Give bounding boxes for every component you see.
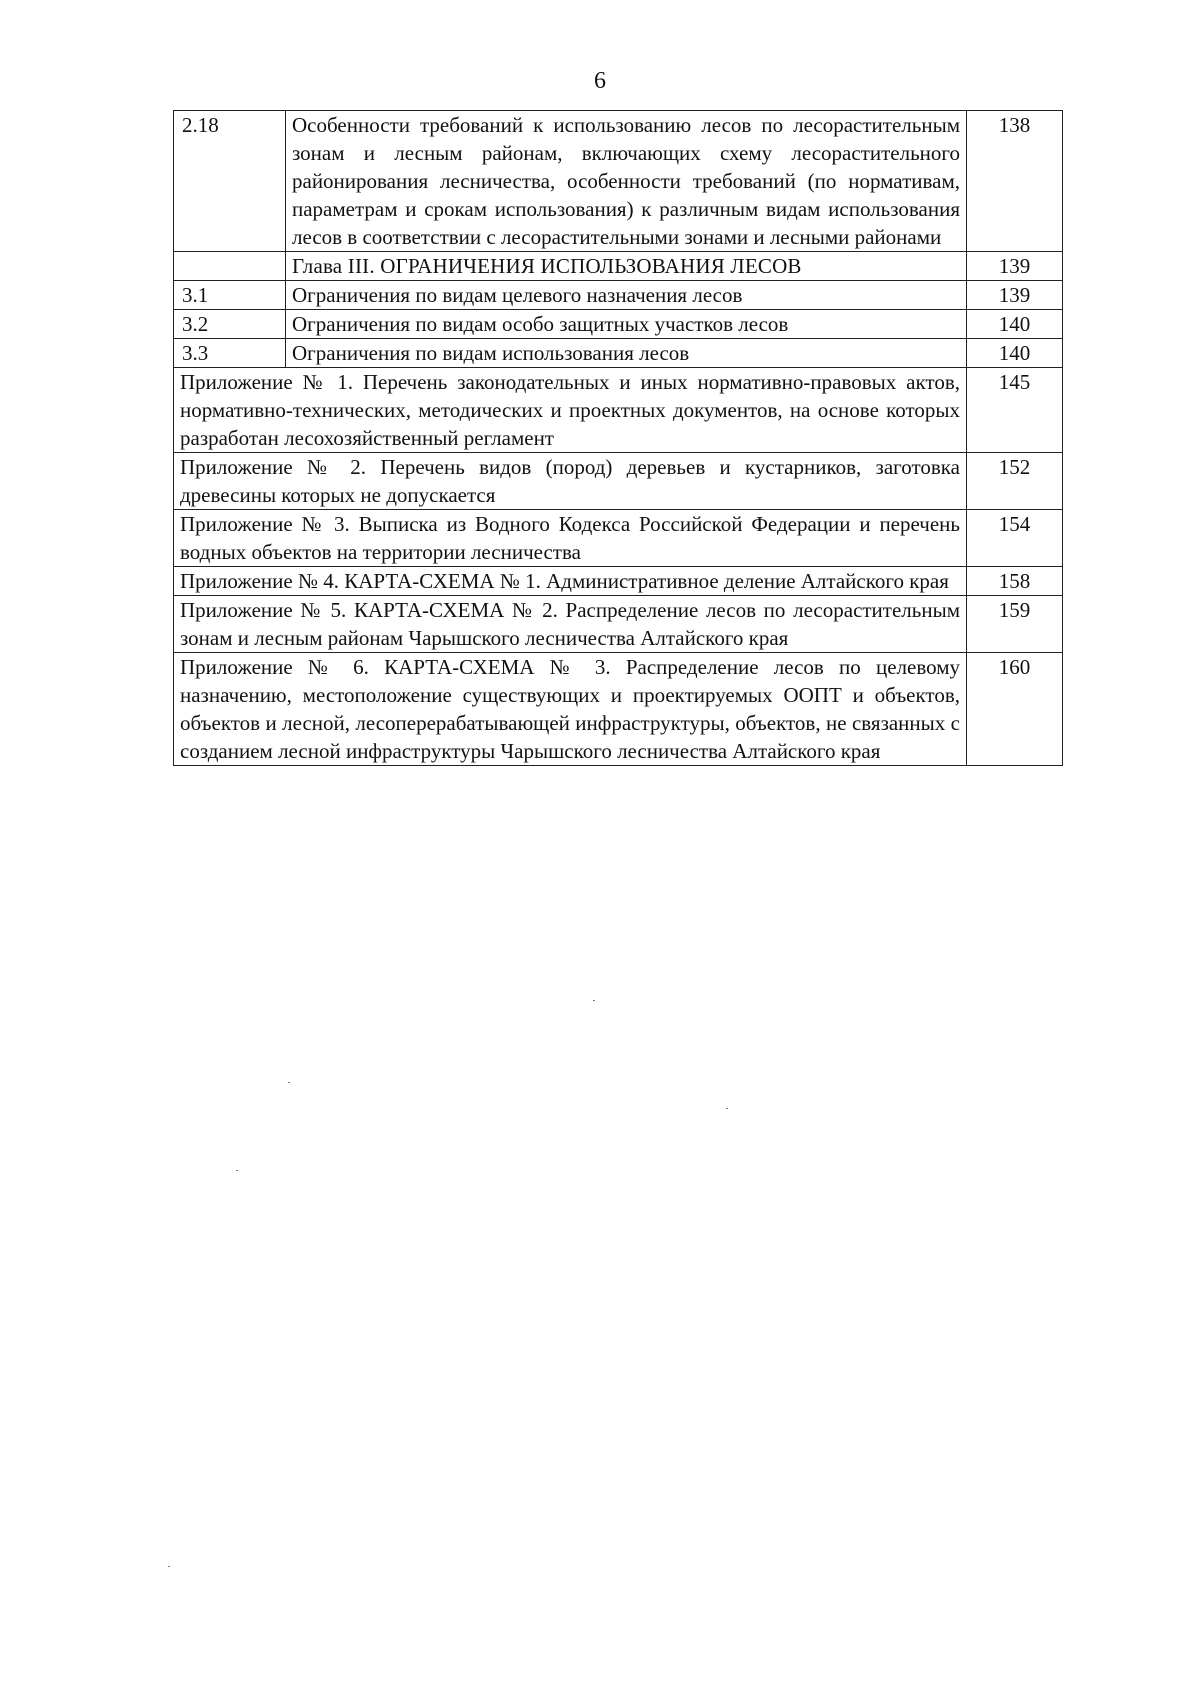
section-number: [174, 252, 286, 281]
scan-speck: [288, 1082, 290, 1083]
page-ref: 160: [967, 653, 1063, 766]
chapter-title: Глава III. ОГРАНИЧЕНИЯ ИСПОЛЬЗОВАНИЯ ЛЕСОВ: [286, 252, 967, 281]
section-number: 2.18: [174, 111, 286, 252]
scan-speck: [593, 1000, 595, 1001]
appendix-title: Приложение № 6. КАРТА-СХЕМА № 3. Распределение лесов по целевому назначению, местоположение существующих и проектируемых ООПТ и объектов, объектов и лесной, лесоперерабатывающей инфраструктуры, объектов, не связанных с созданием лесной инфраструктуры Чарышского лесничества Алтайского края: [174, 653, 967, 766]
page-ref: 145: [967, 368, 1063, 453]
section-number: 3.1: [174, 281, 286, 310]
section-title: Ограничения по видам особо защитных участков лесов: [286, 310, 967, 339]
page-ref: 152: [967, 453, 1063, 510]
toc-row-appendix-6: [174, 653, 1063, 766]
toc-row-appendix-4: [174, 567, 1063, 596]
page-number: 6: [594, 68, 606, 94]
toc-row-chapter-3: [174, 252, 1063, 281]
section-title: Ограничения по видам использования лесов: [286, 339, 967, 368]
page-ref: 140: [967, 339, 1063, 368]
section-number: 3.2: [174, 310, 286, 339]
appendix-title: Приложение № 3. Выписка из Водного Кодекса Российской Федерации и перечень водных объектов на территории лесничества: [174, 510, 967, 567]
page-ref: 158: [967, 567, 1063, 596]
table-of-contents: [173, 110, 1063, 766]
section-title: Особенности требований к использованию лесов по лесорастительным зонам и лесным районам, включающих схему лесорастительного районирования лесничества, особенности требований (по нормативам, параметрам и срокам использования) к различным видам использования лесов в соответствии с лесорастительными зонами и лесными районами: [286, 111, 967, 252]
toc-row-appendix-5: [174, 596, 1063, 653]
appendix-title: Приложение № 2. Перечень видов (пород) деревьев и кустарников, заготовка древесины которых не допускается: [174, 453, 967, 510]
toc-row-appendix-3: [174, 510, 1063, 567]
page-ref: 139: [967, 281, 1063, 310]
toc-row-3-2: [174, 310, 1063, 339]
page-ref: 159: [967, 596, 1063, 653]
scan-speck: [168, 1566, 170, 1567]
toc-row-2-18: [174, 111, 1063, 252]
page-ref: 139: [967, 252, 1063, 281]
appendix-title: Приложение № 1. Перечень законодательных и иных нормативно-правовых актов, нормативно-технических, методических и проектных документов, на основе которых разработан лесохозяйственный регламент: [174, 368, 967, 453]
scan-speck: [236, 1170, 238, 1171]
page-ref: 138: [967, 111, 1063, 252]
section-number: 3.3: [174, 339, 286, 368]
section-title: Ограничения по видам целевого назначения лесов: [286, 281, 967, 310]
toc-row-appendix-1: [174, 368, 1063, 453]
toc-row-3-1: [174, 281, 1063, 310]
page-ref: 154: [967, 510, 1063, 567]
toc-row-appendix-2: [174, 453, 1063, 510]
page-ref: 140: [967, 310, 1063, 339]
appendix-title: Приложение № 5. КАРТА-СХЕМА № 2. Распределение лесов по лесорастительным зонам и лесным районам Чарышского лесничества Алтайского края: [174, 596, 967, 653]
scan-speck: [726, 1108, 728, 1109]
appendix-title: Приложение № 4. КАРТА-СХЕМА № 1. Административное деление Алтайского края: [174, 567, 967, 596]
toc-row-3-3: [174, 339, 1063, 368]
